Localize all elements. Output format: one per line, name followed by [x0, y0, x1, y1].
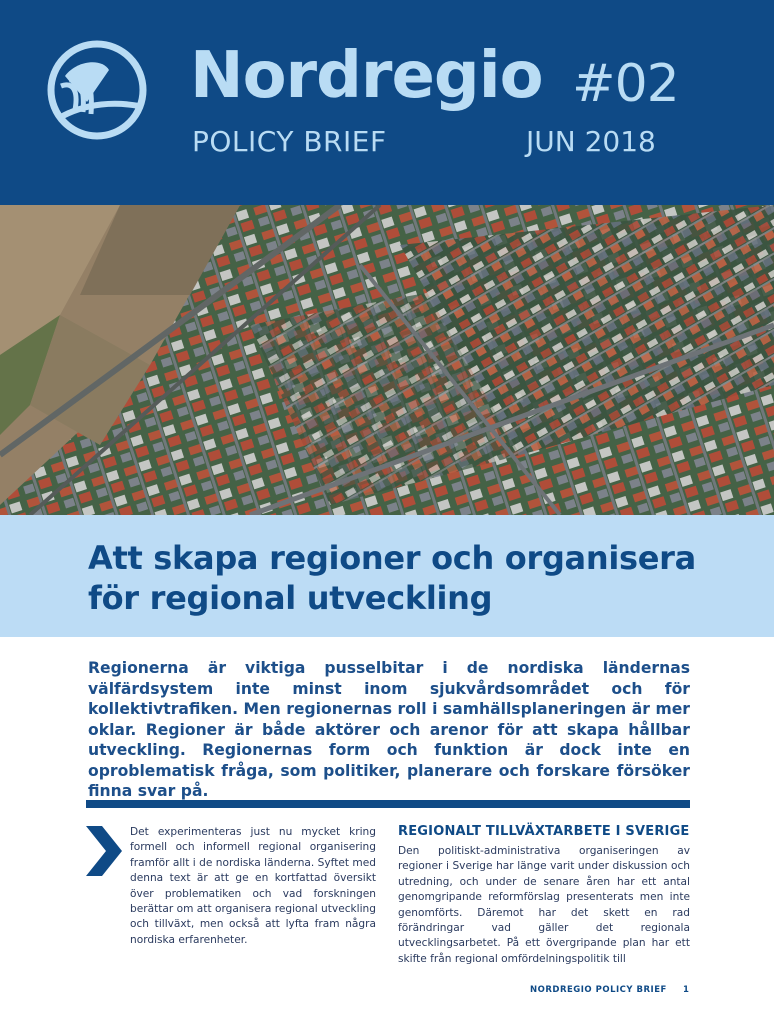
publication-date: JUN 2018	[526, 125, 656, 158]
issue-number: #02	[572, 54, 679, 114]
nordregio-swan-logo-icon	[47, 40, 147, 140]
section-heading: REGIONALT TILLVÄXTARBETE I SVERIGE	[398, 824, 690, 839]
aerial-town-photo	[0, 205, 774, 515]
document-title: Att skapa regioner och organisera för regional utveckling	[88, 539, 696, 617]
aerial-photo-illustration	[0, 205, 774, 515]
chevron-right-icon	[86, 826, 122, 876]
section-body-text: Den politiskt-administrativa organiseringen av regioner i Sverige har länge varit under diskussion och utredning, och under de senare åren har ett antal genomgripande reformförslag presenterats men inte genomförts. Däremot har det skett en rad förändringar vad gäller det regionala utvecklingsarbetet. På ett övergripande plan har ett skifte från regional omfördelningspolitik till	[398, 845, 690, 965]
brand-name: Nordregio	[190, 39, 543, 113]
intro-paragraph: Regionerna är viktiga pusselbitar i de nordiska ländernas välfärdsystem inte minst inom sjukvårdsområdet och för kollektivtrafiken. Men regionernas roll i samhällsplaneringen är mer oklar. Regioner är både aktörer och arenor för att skapa hållbar utveckling. Regionernas form och funktion är dock inte en oproblematisk fråga, som politiker, planerare och forskare försöker finna svar på.	[88, 659, 690, 800]
masthead	[0, 0, 774, 205]
lead-column-text: Det experimenteras just nu mycket kring formell och informell regional organisering framför allt i de nordiska länderna. Syftet med denna text är att ge en kortfattad översikt över problematiken och vad forskningen berättar om att organisera regional utveckling och tillväxt, men också att lyfta fram några nordiska erfarenheter.	[130, 826, 376, 946]
publication-type: POLICY BRIEF	[192, 125, 387, 158]
section-divider	[86, 800, 690, 808]
page-number: 1	[683, 985, 689, 995]
footer-label: NORDREGIO POLICY BRIEF	[530, 985, 667, 995]
